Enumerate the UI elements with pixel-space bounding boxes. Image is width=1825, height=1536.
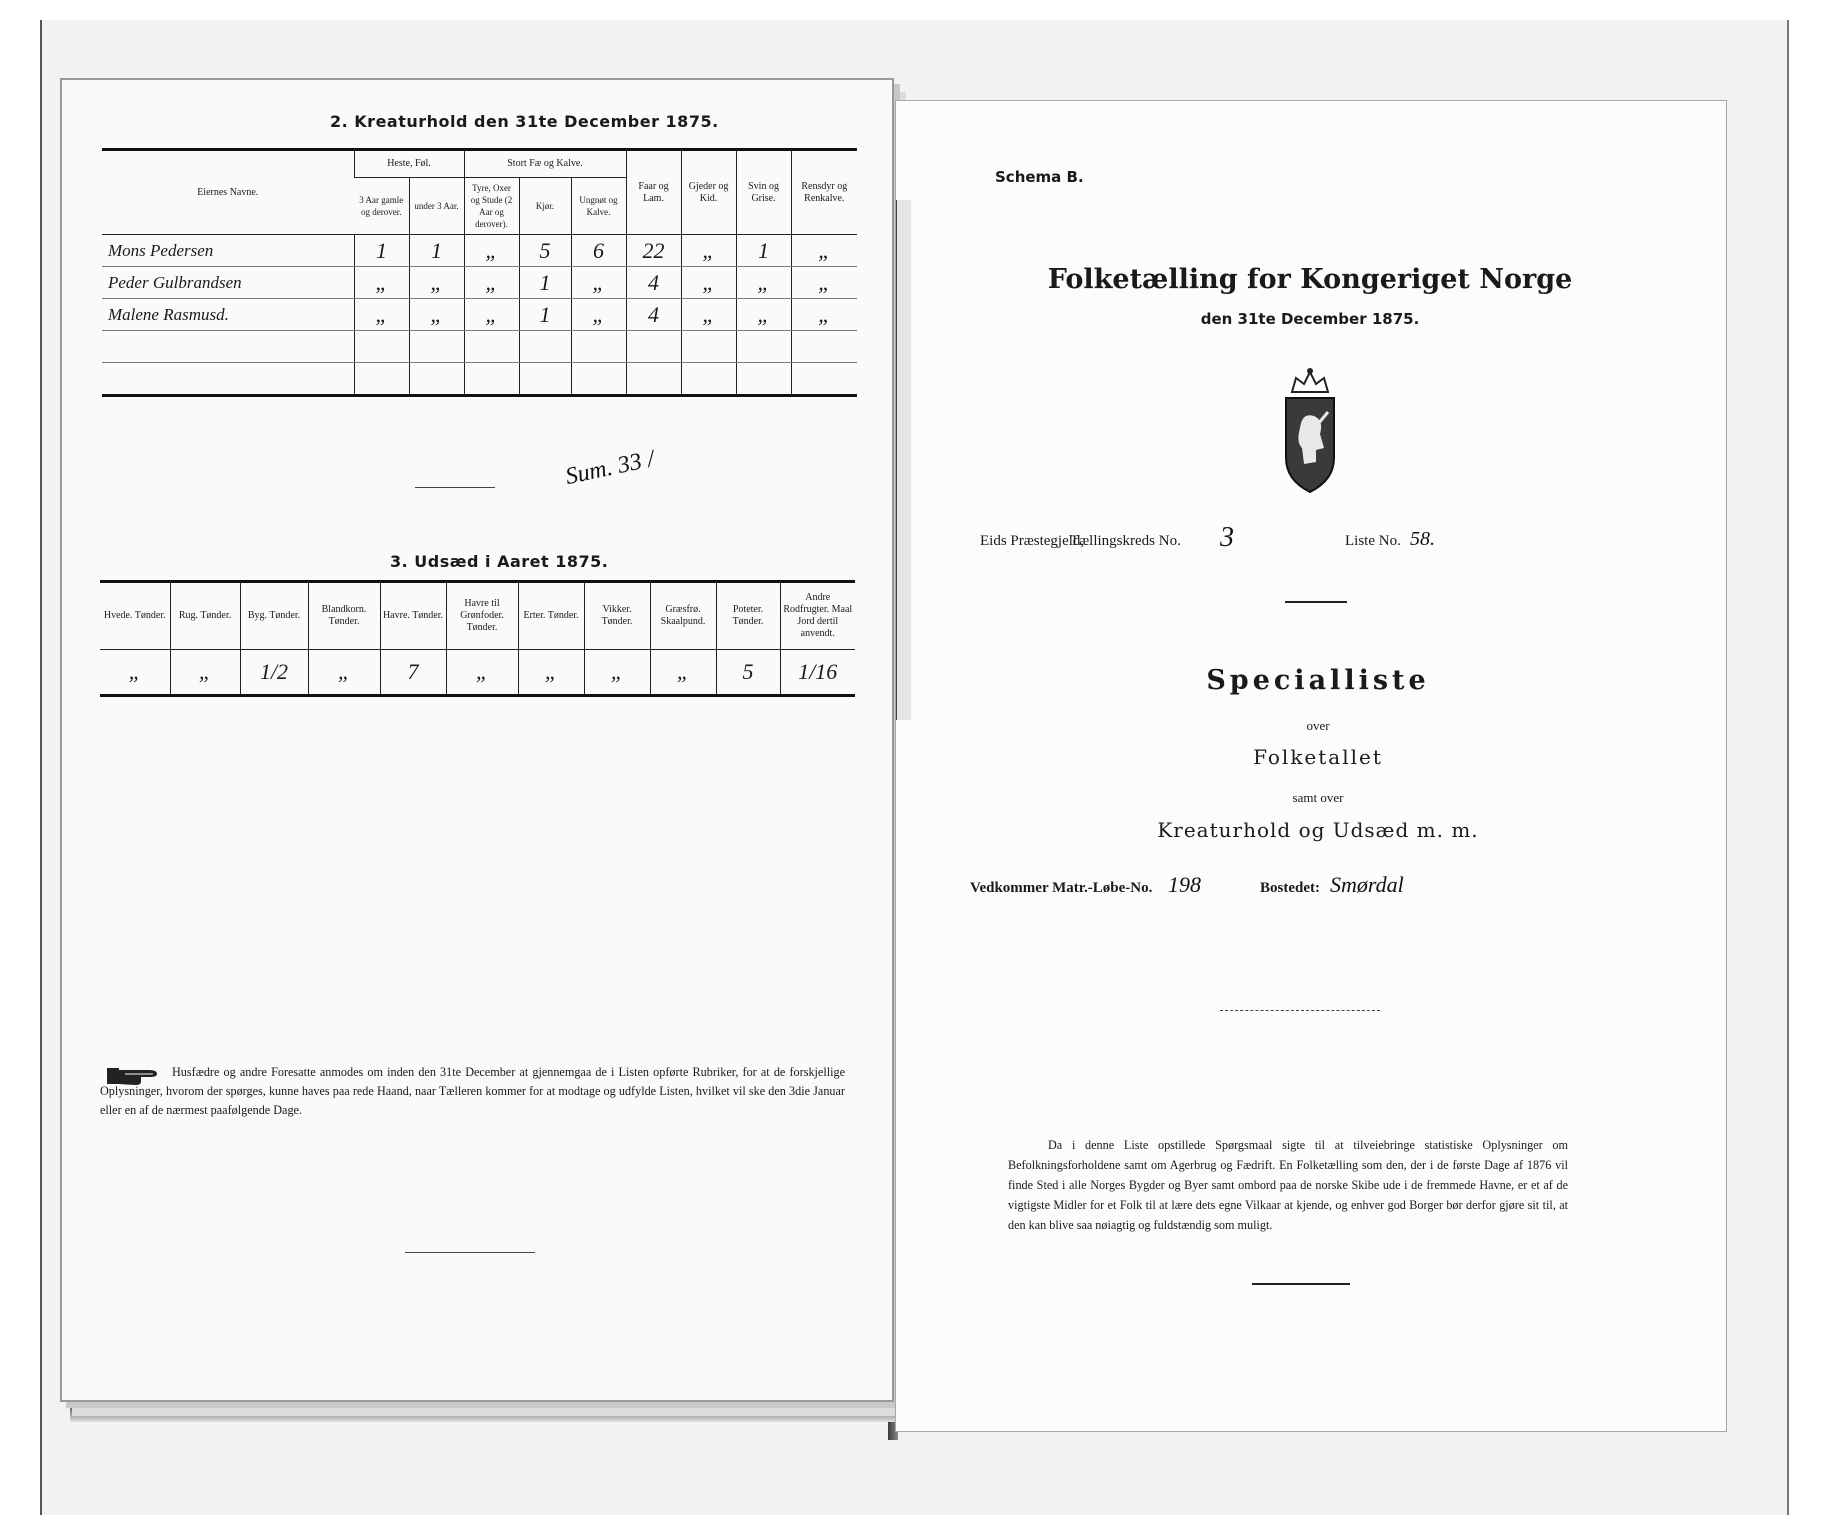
owner-name: Malene Rasmusd. <box>102 299 354 331</box>
cell: 4 <box>626 267 681 299</box>
cell: „ <box>354 299 409 331</box>
owner-name <box>102 331 354 363</box>
cell: 1 <box>409 235 464 267</box>
cell: 1/16 <box>780 650 855 696</box>
cell <box>736 331 791 363</box>
header-potatoes: Poteter. Tønder. <box>716 582 780 650</box>
cadastral-label: Vedkommer Matr.-Løbe-No. <box>970 880 1153 896</box>
cell <box>102 363 354 396</box>
cell <box>571 363 626 396</box>
census-explanation: Da i denne Liste opstillede Spørgsmaal sigte til at tilveiebringe statistiske Oplysninger om Befolkningsforholdene samt om Agerbrug og Fædrift. En Folketælling som den, der i de første Dage af 1876 vil finde Sted i alle Norges Bygder og Byer samt ombord paa de norske Skibe ude i de fremmede Havne, er et af de vigtigste Midler for et Folk til at lære dets egne Vilkaar at kjende, og enhver god Borger bør derfor gjøre sit til, at den kan blive saa nøiagtig og fuldstændig som muligt. <box>1008 1138 1568 1232</box>
cell <box>519 363 571 396</box>
cell: 7 <box>380 650 446 696</box>
cell: „ <box>681 299 736 331</box>
header-green-oats: Havre til Grønfoder. Tønder. <box>446 582 518 650</box>
residence-name: Smørdal <box>1330 872 1404 897</box>
header-goats: Gjeder og Kid. <box>681 150 736 235</box>
header-barley: Byg. Tønder. <box>240 582 308 650</box>
header-pigs: Svin og Grise. <box>736 150 791 235</box>
header-peas: Erter. Tønder. <box>518 582 584 650</box>
parish-label: Eids Præstegjeld, <box>980 533 1085 549</box>
cell: 22 <box>626 235 681 267</box>
cell: „ <box>354 267 409 299</box>
header-rye: Rug. Tønder. <box>170 582 240 650</box>
district-number: 3 <box>1220 522 1234 553</box>
cell: „ <box>736 267 791 299</box>
cell <box>626 331 681 363</box>
cell: „ <box>681 235 736 267</box>
divider <box>1285 601 1347 603</box>
list-number: 58. <box>1410 528 1435 550</box>
cell <box>681 331 736 363</box>
header-horses: Heste, Føl. <box>354 150 464 178</box>
notice-text: Husfædre og andre Foresatte anmodes om inden den 31te December at gjennemgaa de i Listen opførte Rubriker, for at de forskjellige Oplysninger, hvorom der spørges, kunne haves paa rede Haand, naar Tælleren kommer for at modtage og udfylde Listen, hvilket vil ske den 3die Januar eller en af de nærmest paafølgende Dage. <box>100 1065 845 1117</box>
folketallet-heading: Folketallet <box>1253 745 1383 769</box>
livestock-sowing-heading: Kreaturhold og Udsæd m. m. <box>1157 818 1479 842</box>
header-sheep: Faar og Lam. <box>626 150 681 235</box>
header-vetch: Vikker. Tønder. <box>584 582 650 650</box>
residence-label: Bostedet: <box>1260 880 1320 896</box>
cell: „ <box>571 267 626 299</box>
cell <box>464 331 519 363</box>
cell: 1 <box>736 235 791 267</box>
cell <box>409 331 464 363</box>
cell: „ <box>736 299 791 331</box>
cell <box>791 363 857 396</box>
owner-name: Peder Gulbrandsen <box>102 267 354 299</box>
cell: 1 <box>354 235 409 267</box>
list-label: Liste No. <box>1345 533 1401 549</box>
cell: „ <box>464 267 519 299</box>
instruction-notice <box>100 1063 845 1120</box>
header-bulls-oxen: Tyre, Oxer og Stude (2 Aar og derover). <box>464 178 519 235</box>
cell: „ <box>446 650 518 696</box>
header-mixed-grain: Blandkorn. Tønder. <box>308 582 380 650</box>
section2-title: 2. Kreaturhold den 31te December 1875. <box>330 112 719 131</box>
district-label: Tællingskreds No. <box>1070 533 1181 549</box>
cell: „ <box>681 267 736 299</box>
page-edge-shadow <box>70 1408 895 1422</box>
cell <box>681 363 736 396</box>
table-row <box>102 235 857 267</box>
cell <box>409 363 464 396</box>
header-owner-names: Eiernes Navne. <box>102 150 354 235</box>
cell <box>791 331 857 363</box>
header-horses-younger: under 3 Aar. <box>409 178 464 235</box>
header-cattle: Stort Fæ og Kalve. <box>464 150 626 178</box>
cadastral-number: 198 <box>1168 872 1201 897</box>
cell: „ <box>791 235 857 267</box>
cell: „ <box>518 650 584 696</box>
cell: „ <box>308 650 380 696</box>
over-label-2: samt over <box>1292 790 1344 805</box>
cell: 1 <box>519 267 571 299</box>
cell <box>354 331 409 363</box>
header-cows: Kjør. <box>519 178 571 235</box>
cell: „ <box>409 267 464 299</box>
cell: „ <box>791 267 857 299</box>
cell: „ <box>464 235 519 267</box>
cell: 1 <box>519 299 571 331</box>
census-date: den 31te December 1875. <box>1200 310 1420 328</box>
header-horses-older: 3 Aar gamle og derover. <box>354 178 409 235</box>
cell: „ <box>100 650 170 696</box>
handwritten-sum-note: Sum. 33 / <box>563 445 657 491</box>
table-row <box>102 299 857 331</box>
over-label-1: over <box>1306 718 1330 733</box>
section3-title: 3. Udsæd i Aaret 1875. <box>390 552 609 571</box>
cell: „ <box>650 650 716 696</box>
header-oats: Havre. Tønder. <box>380 582 446 650</box>
form-title: Folketælling for Kongeriget Norge <box>1047 264 1573 295</box>
table-row-blank <box>102 363 857 396</box>
cell: „ <box>464 299 519 331</box>
divider <box>1220 1010 1380 1011</box>
cell: „ <box>409 299 464 331</box>
cell: 1/2 <box>240 650 308 696</box>
special-list-heading: Specialliste <box>1206 665 1430 696</box>
cell <box>354 363 409 396</box>
norwegian-coat-of-arms-icon <box>1280 368 1340 494</box>
owner-name: Mons Pedersen <box>102 235 354 267</box>
cell: 4 <box>626 299 681 331</box>
cell: 5 <box>716 650 780 696</box>
divider <box>415 487 495 488</box>
header-young-cattle: Ungnøt og Kalve. <box>571 178 626 235</box>
cell: 6 <box>571 235 626 267</box>
table-row <box>102 331 857 363</box>
cell <box>571 331 626 363</box>
schema-label: Schema B. <box>995 168 1084 186</box>
cell: „ <box>170 650 240 696</box>
cell <box>464 363 519 396</box>
header-reindeer: Rensdyr og Renkalve. <box>791 150 857 235</box>
page-fold <box>896 200 911 720</box>
cell <box>626 363 681 396</box>
cell: „ <box>791 299 857 331</box>
livestock-table <box>102 148 857 397</box>
table-row <box>102 267 857 299</box>
divider <box>405 1252 535 1253</box>
cell: 5 <box>519 235 571 267</box>
divider <box>1252 1283 1350 1285</box>
header-wheat: Hvede. Tønder. <box>100 582 170 650</box>
cell: „ <box>571 299 626 331</box>
cell: „ <box>584 650 650 696</box>
sowing-table <box>100 580 855 697</box>
header-other-roots: Andre Rodfrugter. Maal Jord dertil anvendt. <box>780 582 855 650</box>
header-grass-seed: Græsfrø. Skaalpund. <box>650 582 716 650</box>
table-row <box>100 650 855 696</box>
cell <box>736 363 791 396</box>
cell <box>519 331 571 363</box>
